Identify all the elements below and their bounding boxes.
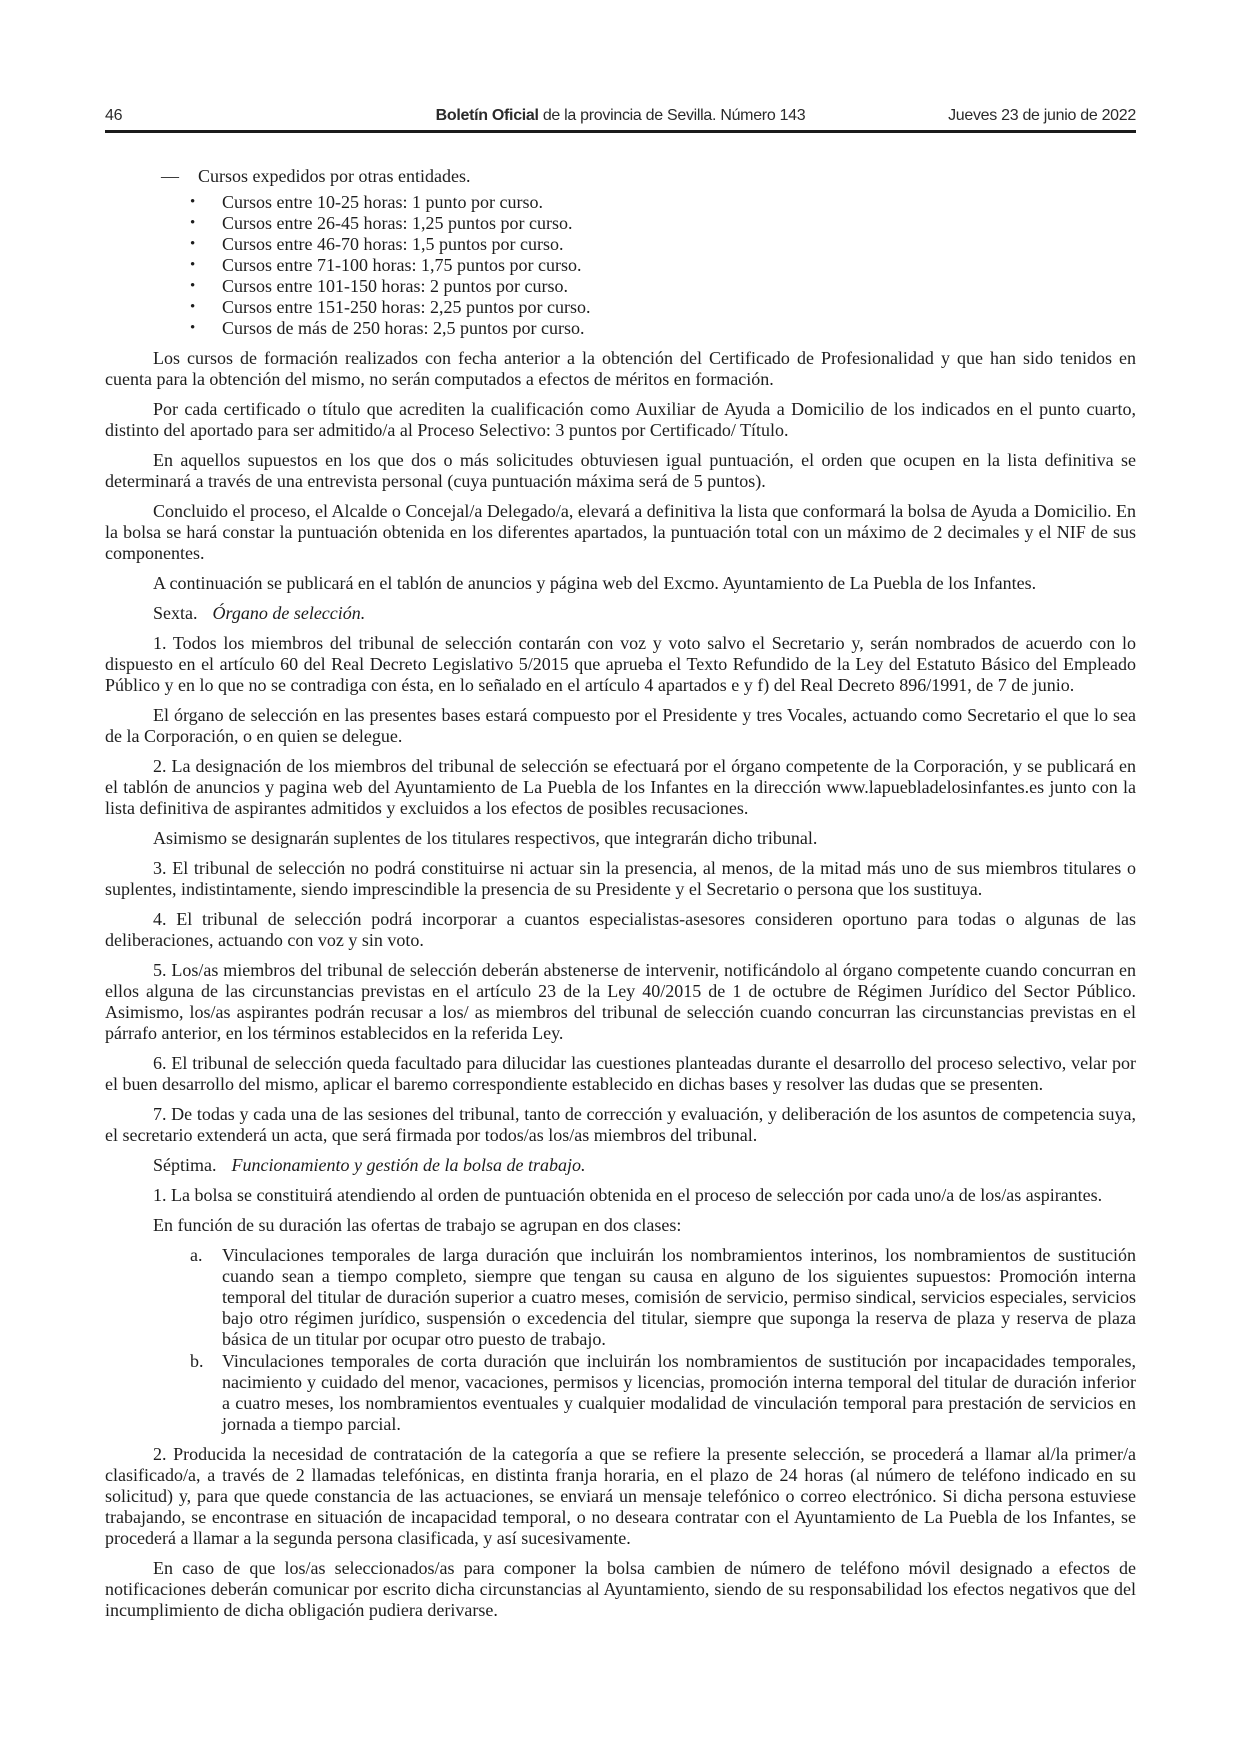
list-item xyxy=(190,276,1136,297)
bullet-icon: • xyxy=(190,236,196,252)
paragraph: Asimismo se designarán suplentes de los titulares respectivos, que integrarán dicho tribunal. xyxy=(153,828,818,848)
paragraph: 5. Los/as miembros del tribunal de selección deberán abstenerse de intervenir, notificándolo al órgano competente cuando concurran en ellos alguna de las circunstancias previstas en el artículo 23 de la Ley 40/2015 de 1 de octubre de Régimen Jurídico del Sector Público. Asimismo, los/as aspirantes podrán recusar a los/ as miembros del tribunal de selección cuando concurran las circunstancias previstas en el párrafo anterior, en los términos establecidos en la referida Ley. xyxy=(105,960,1136,1043)
list-item-text: Vinculaciones temporales de larga duración que incluirán los nombramientos interinos, los nombramientos de sustitución cuando sean a tiempo completo, siempre que tengan su causa en alguno de los siguientes supuestos: Promoción interna temporal del titular de duración superior a cuatro meses, comisión de servicio, permiso sindical, servicios especiales, servicios bajo otro régimen jurídico, suspensión o excedencia del titular, siempre que suponga la reserva de plaza y reserva de plaza básica de un titular por ocupar otro puesto de trabajo. xyxy=(222,1245,1136,1349)
duration-classes-list xyxy=(105,1245,1136,1435)
paragraph: 2. Producida la necesidad de contratación de la categoría a que se refiere la presente selección, se procederá a llamar al/la primer/a clasificado/a, a través de 2 llamadas telefónicas, en distinta franja horaria, en el plazo de 24 horas (al número de teléfono indicado en su solicitud) y, para que quede constancia de las actuaciones, se enviará un mensaje telefónico o correo electrónico. Si dicha persona estuviese trabajando, se encontrase en situación de incapacidad temporal, o no deseara contratar con el Ayuntamiento de La Puebla de los Infantes, se procederá a llamar a la segunda persona clasificada, y así sucesivamente. xyxy=(105,1444,1136,1548)
document-body xyxy=(105,133,1136,1621)
paragraph: Concluido el proceso, el Alcalde o Concejal/a Delegado/a, elevará a definitiva la lista que conformará la bolsa de Ayuda a Domicilio. En la bolsa se hará constar la puntuación obtenida en los diferentes apartados, la puntuación total con un máximo de 2 decimales y el NIF de sus componentes. xyxy=(105,501,1136,563)
list-item-b xyxy=(105,1351,1136,1435)
section-heading-septima xyxy=(105,1155,1136,1176)
list-item-dash xyxy=(161,166,1136,187)
paragraph: Por cada certificado o título que acrediten la cualificación como Auxiliar de Ayuda a Domicilio de los indicados en el punto cuarto, distinto del aportado para ser admitido/a al Proceso Selectivo: 3 puntos por Certificado/ Título. xyxy=(105,399,1136,440)
paragraph: 1. La bolsa se constituirá atendiendo al orden de puntuación obtenida en el proceso de selección por cada uno/a de los/as aspirantes. xyxy=(153,1185,1103,1205)
paragraph: 1. Todos los miembros del tribunal de selección contarán con voz y voto salvo el Secretario y, serán nombrados de acuerdo con lo dispuesto en el artículo 60 del Real Decreto Legislativo 5/2015 que aprueba el Texto Refundido de la Ley del Estatuto Básico del Empleado Público y en lo que no se contradiga con ésta, en lo señalado en el artículo 4 apartados e y f) del Real Decreto 896/1991, de 7 de junio. xyxy=(105,633,1136,695)
course-points-list xyxy=(105,192,1136,339)
list-item xyxy=(190,297,1136,318)
bullet-icon: • xyxy=(190,257,196,273)
section-title: Órgano de selección. xyxy=(212,603,366,623)
list-item-text: Cursos entre 151-250 horas: 2,25 puntos por curso. xyxy=(222,297,591,317)
page-header xyxy=(105,0,1136,133)
letter-marker: b. xyxy=(190,1351,204,1371)
dash-icon: — xyxy=(161,166,179,186)
page-number: 46 xyxy=(105,107,123,124)
masthead xyxy=(339,107,901,125)
paragraph: 6. El tribunal de selección queda facultado para dilucidar las cuestiones planteadas durante el desarrollo del proceso selectivo, velar por el buen desarrollo del mismo, aplicar el baremo correspondiente establecido en dichas bases y resolver las dudas que se presenten. xyxy=(105,1053,1136,1094)
list-item xyxy=(190,255,1136,276)
paragraph: En función de su duración las ofertas de trabajo se agrupan en dos clases: xyxy=(153,1215,682,1235)
list-item-text: Cursos de más de 250 horas: 2,5 puntos por curso. xyxy=(222,318,585,338)
list-item-text: Cursos entre 26-45 horas: 1,25 puntos por curso. xyxy=(222,213,573,233)
bullet-icon: • xyxy=(190,215,196,231)
list-item xyxy=(190,318,1136,339)
masthead-subtitle: de la provincia de Sevilla. Número 143 xyxy=(538,107,806,124)
bullet-icon: • xyxy=(190,194,196,210)
list-item xyxy=(190,192,1136,213)
paragraph: A continuación se publicará en el tablón de anuncios y página web del Excmo. Ayuntamiento de La Puebla de los Infantes. xyxy=(153,573,1037,593)
section-label: Sexta. xyxy=(153,603,198,623)
bullet-icon: • xyxy=(190,320,196,336)
paragraph: En aquellos supuestos en los que dos o más solicitudes obtuviesen igual puntuación, el orden que ocupen en la lista definitiva se determinará a través de una entrevista personal (cuya puntuación máxima será de 5 puntos). xyxy=(105,450,1136,491)
paragraph: 3. El tribunal de selección no podrá constituirse ni actuar sin la presencia, al menos, de la mitad más uno de sus miembros titulares o suplentes, indistintamente, siendo imprescindible la presencia de su Presidente y el Secretario o persona que los sustituya. xyxy=(105,858,1136,899)
paragraph: 4. El tribunal de selección podrá incorporar a cuantos especialistas-asesores consideren oportuno para todas o algunas de las deliberaciones, actuando con voz y sin voto. xyxy=(105,909,1136,950)
section-heading-sexta xyxy=(105,603,1136,624)
section-title: Funcionamiento y gestión de la bolsa de trabajo. xyxy=(231,1155,586,1175)
list-item xyxy=(190,234,1136,255)
list-item-text: Cursos entre 10-25 horas: 1 punto por curso. xyxy=(222,192,543,212)
list-item-text: Cursos entre 101-150 horas: 2 puntos por curso. xyxy=(222,276,568,296)
list-item-text: Cursos entre 46-70 horas: 1,5 puntos por curso. xyxy=(222,234,564,254)
bullet-icon: • xyxy=(190,299,196,315)
letter-marker: a. xyxy=(190,1245,203,1265)
masthead-title: Boletín Oficial xyxy=(435,107,539,124)
paragraph: 2. La designación de los miembros del tribunal de selección se efectuará por el órgano competente de la Corporación, y se publicará en el tablón de anuncios y pagina web del Ayuntamiento de La Puebla de los Infantes en la dirección www.lapuebladelosinfantes.es junto con la lista definitiva de aspirantes admitidos y excluidos a los efectos de posibles recusaciones. xyxy=(105,756,1136,818)
list-item xyxy=(190,213,1136,234)
section-label: Séptima. xyxy=(153,1155,217,1175)
list-item-a xyxy=(105,1245,1136,1350)
list-item-text: Cursos entre 71-100 horas: 1,75 puntos por curso. xyxy=(222,255,582,275)
paragraph: 7. De todas y cada una de las sesiones del tribunal, tanto de corrección y evaluación, y deliberación de los asuntos de competencia suya, el secretario extenderá un acta, que será firmada por todos/as los/as miembros del tribunal. xyxy=(105,1104,1136,1145)
paragraph: El órgano de selección en las presentes bases estará compuesto por el Presidente y tres Vocales, actuando como Secretario el que lo sea de la Corporación, o en quien se delegue. xyxy=(105,705,1136,746)
bullet-icon: • xyxy=(190,278,196,294)
list-item-text: Cursos expedidos por otras entidades. xyxy=(198,166,471,186)
list-item-text: Vinculaciones temporales de corta duración que incluirán los nombramientos de sustitución por incapacidades temporales, nacimiento y cuidado del menor, vacaciones, permisos y licencias, promoción interna temporal del titular de duración inferior a cuatro meses, los nombramientos eventuales y cualquier modalidad de vinculación temporal para prestación de servicios en jornada a tiempo parcial. xyxy=(222,1351,1136,1434)
paragraph: En caso de que los/as seleccionados/as para componer la bolsa cambien de número de teléfono móvil designado a efectos de notificaciones deberán comunicar por escrito dicha circunstancias al Ayuntamiento, siendo de su responsabilidad los efectos negativos que del incumplimiento de dicha obligación pudiera derivarse. xyxy=(105,1558,1136,1620)
paragraph: Los cursos de formación realizados con fecha anterior a la obtención del Certificado de Profesionalidad y que han sido tenidos en cuenta para la obtención del mismo, no serán computados a efectos de méritos en formación. xyxy=(105,348,1136,389)
header-date: Jueves 23 de junio de 2022 xyxy=(948,107,1136,124)
